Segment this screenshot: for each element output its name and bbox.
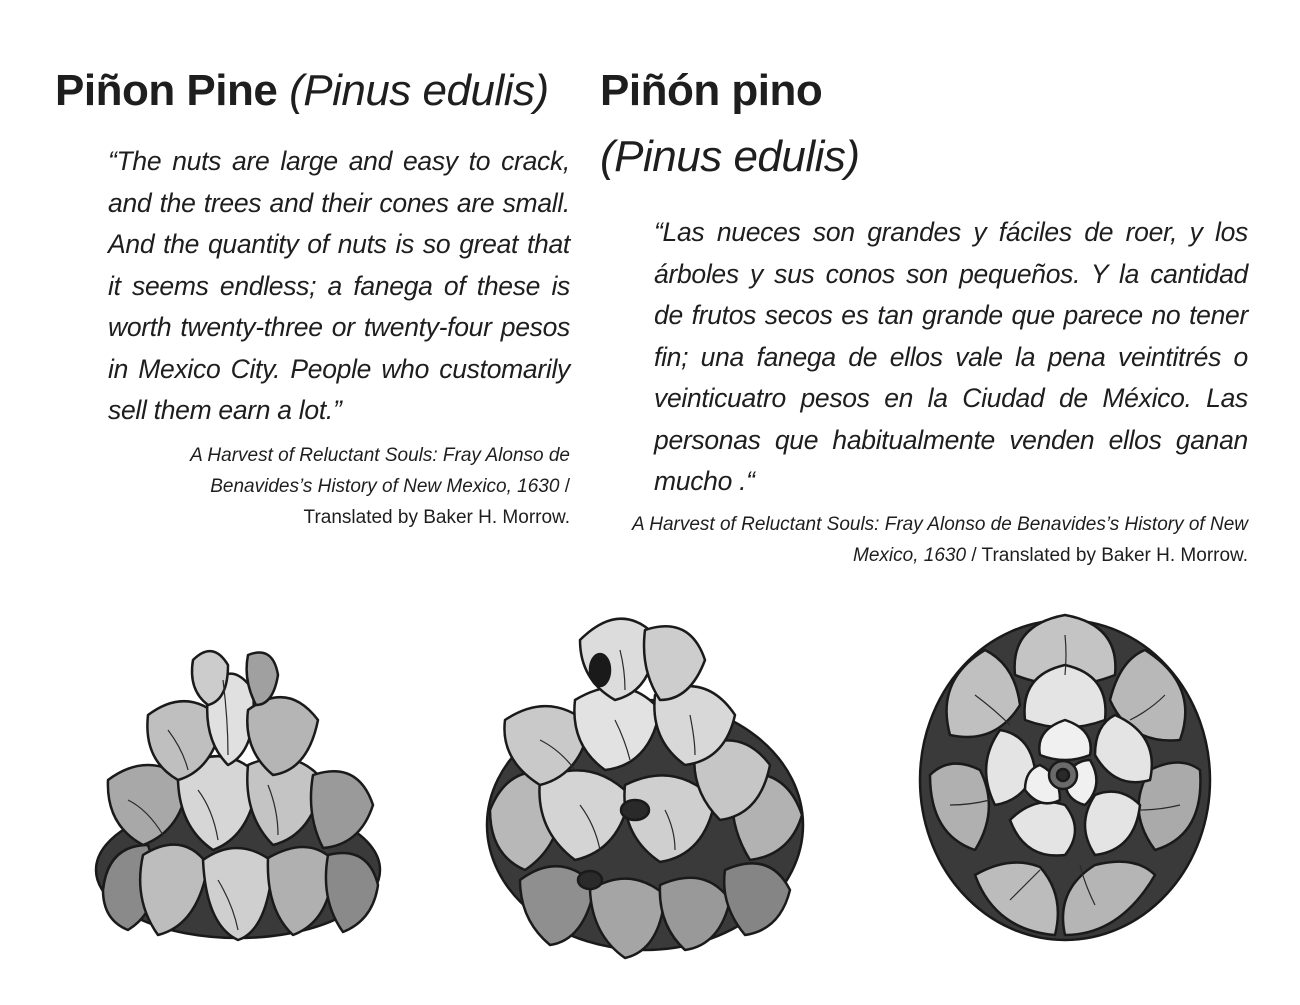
english-scientific-name: (Pinus edulis) xyxy=(289,66,549,115)
spanish-quote: “Las nueces son grandes y fáciles de roer, y los árboles y sus conos son pequeños. Y la cantidad de frutos secos es tan grande que parece no tener fin; una fanega de ellos vale la pena veintitrés o veinticuatro pesos en la Ciudad de México. Las personas que habitualmente venden ellos ganan mucho .“ xyxy=(654,217,1248,496)
english-title xyxy=(55,58,570,124)
english-citation xyxy=(155,440,570,533)
english-quote: “The nuts are large and easy to crack, and the trees and their cones are small. And the quantity of nuts is so great that it seems endless; a fanega of these is worth twenty-three or twenty-four pesos in Mexico City. People who customarily sell them earn a lot.” xyxy=(108,146,570,425)
pine-cone-side-icon xyxy=(88,640,388,945)
pine-cone-angled-icon xyxy=(480,600,810,960)
english-citation-credit: / Translated by Baker H. Morrow. xyxy=(303,475,570,528)
spanish-common-name: Piñón pino xyxy=(600,66,823,115)
english-common-name: Piñon Pine xyxy=(55,66,278,115)
pine-cone-top-icon xyxy=(915,605,1215,945)
spanish-title xyxy=(600,58,1248,190)
spanish-citation-credit: / Translated by Baker H. Morrow. xyxy=(966,544,1248,566)
spanish-citation xyxy=(600,509,1248,571)
spanish-citation-title: A Harvest of Reluctant Souls: Fray Alonso de Benavides’s History of New Mexico, 1630 xyxy=(631,513,1248,566)
english-column xyxy=(55,58,570,533)
spanish-column xyxy=(600,58,1248,571)
english-citation-title: A Harvest of Reluctant Souls: Fray Alonso de Benavides’s History of New Mexico, 1630 xyxy=(190,444,570,497)
spanish-scientific-name: (Pinus edulis) xyxy=(600,132,860,181)
